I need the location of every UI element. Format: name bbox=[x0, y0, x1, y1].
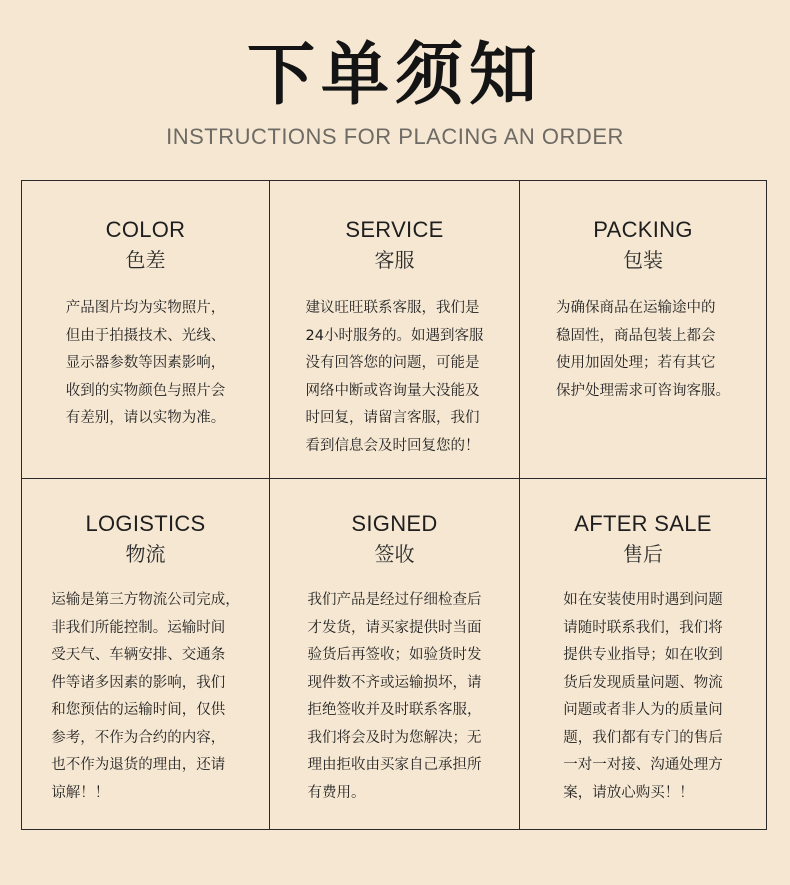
cell-heading-zh: 售后 bbox=[623, 542, 663, 566]
cell-body: 产品图片均为实物照片， 但由于拍摄技术、光线、 显示器参数等因素影响， 收到的实物颜色与照片会 有差别，请以实物为准。 bbox=[65, 300, 226, 426]
cell-heading-en: COLOR bbox=[105, 217, 186, 242]
cell-heading-zh: 包装 bbox=[623, 248, 663, 272]
page-subtitle: INSTRUCTIONS FOR PLACING AN ORDER bbox=[166, 124, 624, 149]
cell-heading-zh: 签收 bbox=[374, 542, 415, 566]
cell-body: 建议旺旺联系客服，我们是 24小时服务的。如遇到客服 没有回答您的问题，可能是 网络中断或咨询量大没能及 时回复，请留言客服，我们 看到信息会及时回复您的！ bbox=[305, 300, 484, 454]
cell-body: 运输是第三方物流公司完成， 非我们所能控制。运输时间 受天气、车辆安排、交通条 件等诸多因素的影响，我们 和您预估的运输时间，仅供 参考，不作为合约的内容， 也不作为退货的理由，还请 谅解！！ bbox=[51, 592, 240, 801]
cell-body: 我们产品是经过仔细检查后 才发货，请买家提供时当面 验货后再签收；如验货时发 现件数不齐或运输损坏，请 拒绝签收并及时联系客服， 我们将会及时为您解决；无 理由拒收由买家自己承担所 有费用。 bbox=[307, 592, 482, 801]
cell-heading-en: LOGISTICS bbox=[85, 511, 206, 536]
cell-heading-en: AFTER SALE bbox=[574, 511, 712, 536]
cell-heading-en: SERVICE bbox=[345, 217, 444, 242]
cell-signed bbox=[270, 479, 520, 829]
cell-color bbox=[22, 181, 270, 479]
cell-heading-zh: 物流 bbox=[125, 542, 166, 566]
cell-packing bbox=[520, 181, 766, 479]
cell-after-sale bbox=[520, 479, 766, 829]
page-title: 下单须知 bbox=[246, 36, 543, 115]
cell-service bbox=[270, 181, 520, 479]
cell-body: 为确保商品在运输途中的 稳固性，商品包装上都会 使用加固处理；若有其它 保护处理需求可咨询客服。 bbox=[556, 300, 730, 399]
cell-heading-zh: 客服 bbox=[374, 248, 415, 272]
cell-body: 如在安装使用时遇到问题 请随时联系我们，我们将 提供专业指导；如在收到 货后发现质量问题、物流 问题或者非人为的质量问 题，我们都有专门的售后 一对一对接、沟通处理方 案，请放心购买！！ bbox=[563, 592, 723, 801]
cell-heading-zh: 色差 bbox=[125, 248, 166, 272]
cell-logistics bbox=[22, 479, 270, 829]
cell-heading-en: SIGNED bbox=[351, 511, 438, 536]
instructions-grid bbox=[21, 180, 767, 830]
cell-heading-en: PACKING bbox=[593, 217, 693, 242]
